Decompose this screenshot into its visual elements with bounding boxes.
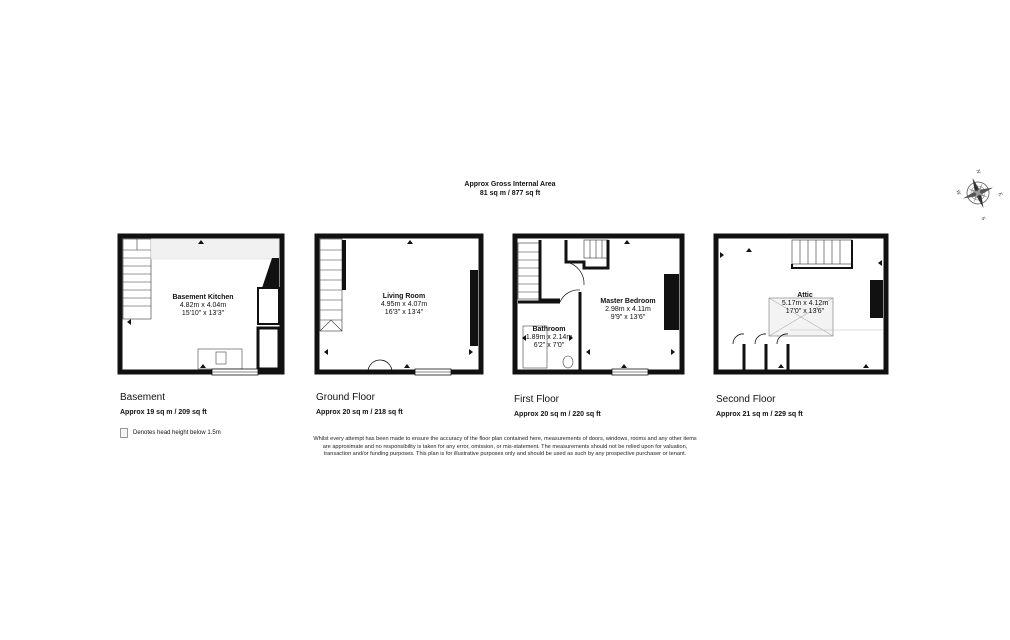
- room-name: Living Room: [382, 293, 426, 300]
- room-metric: 4.95m x 4.07m: [380, 301, 428, 308]
- floor-caption-ground: [316, 392, 403, 416]
- gross-area-title: Approx Gross Internal Area: [464, 181, 556, 188]
- compass-label-s: S: [979, 216, 987, 222]
- floor-caption-first: [514, 394, 601, 418]
- room-imperial: 15'10" x 13'3": [181, 310, 225, 317]
- room-name: Master Bedroom: [600, 298, 656, 305]
- room-metric: 2.98m x 4.11m: [605, 306, 651, 313]
- floor-area: Approx 20 sq m / 218 sq ft: [316, 409, 403, 416]
- floor-title: First Floor: [514, 394, 559, 405]
- room-imperial: 9'9" x 13'6": [610, 314, 646, 321]
- disclaimer-text: Whilst every attempt has been made to ensure the accuracy of the floor plan contained here, measurements of doors, windows, rooms and any other items are approximate and no responsibility is taken for any error, omission, or mis-statement. The measurements should not be relied upon for valuation, transaction and/or funding purposes. This plan is for illustrative purposes only and should be used as such by any prospective purchaser or tenant.: [313, 436, 697, 458]
- room-metric: 1.89m x 2.14m: [525, 334, 573, 341]
- room-label-basement-kitchen: [150, 294, 256, 318]
- legend-swatch: [120, 428, 128, 438]
- floor-area: Approx 19 sq m / 209 sq ft: [120, 409, 207, 416]
- room-label-bathroom: [518, 326, 580, 350]
- floor-area: Approx 21 sq m / 229 sq ft: [716, 411, 803, 418]
- room-label-living-room: [352, 293, 456, 317]
- floor-title: Ground Floor: [316, 392, 375, 403]
- room-label-attic: [768, 292, 842, 316]
- floor-caption-basement: [120, 392, 207, 416]
- compass-label-w: W: [954, 189, 962, 196]
- floor-title: Second Floor: [716, 394, 776, 405]
- compass-label-e: E: [996, 192, 1004, 198]
- room-name: Bathroom: [532, 326, 566, 333]
- floor-area: Approx 20 sq m / 220 sq ft: [514, 411, 601, 418]
- compass-rose-icon: [957, 172, 998, 213]
- room-name: Basement Kitchen: [172, 294, 234, 301]
- floor-caption-second: [716, 394, 803, 418]
- room-imperial: 17'0" x 13'6": [785, 308, 825, 315]
- head-height-legend: [120, 428, 221, 438]
- room-imperial: 6'2" x 7'0": [533, 342, 565, 349]
- floor-title: Basement: [120, 392, 166, 403]
- legend-text: Denotes head height below 1.5m: [133, 430, 221, 436]
- room-metric: 4.82m x 4.04m: [179, 302, 227, 309]
- room-metric: 5.17m x 4.12m: [781, 300, 829, 307]
- room-label-master-bedroom: [590, 298, 666, 322]
- gross-area-value: 81 sq m / 877 sq ft: [479, 190, 541, 197]
- compass-label-n: N: [974, 168, 982, 175]
- room-imperial: 16'3" x 13'4": [384, 309, 424, 316]
- room-name: Attic: [797, 292, 813, 299]
